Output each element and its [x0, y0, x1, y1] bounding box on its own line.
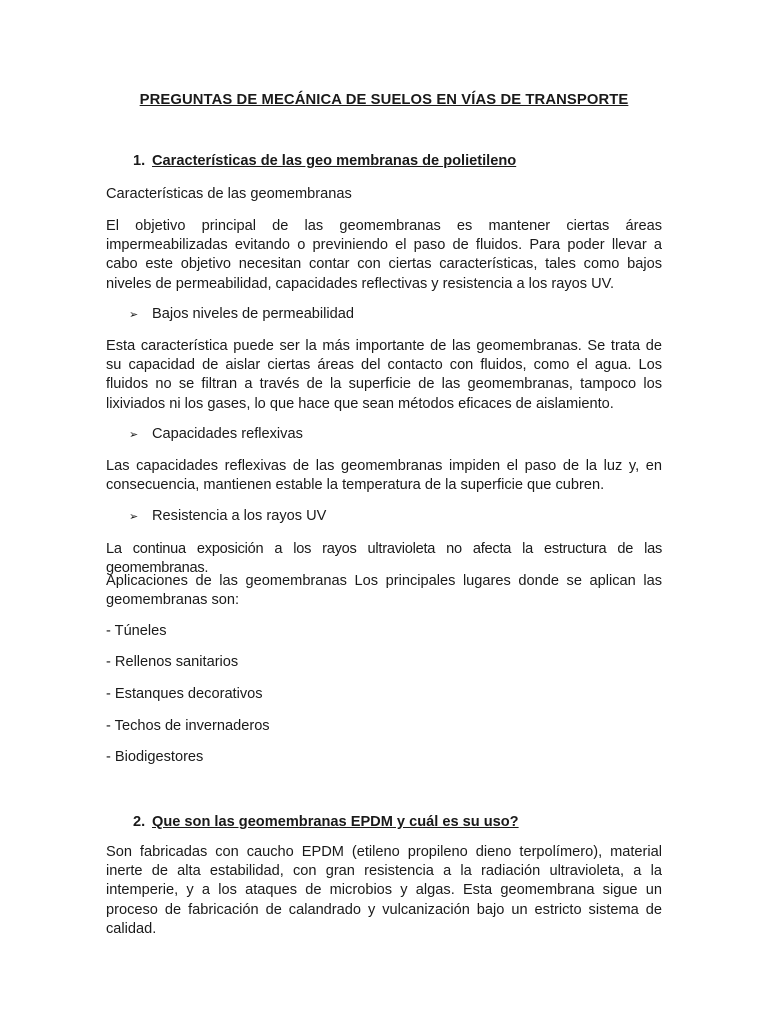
application-item: - Rellenos sanitarios — [106, 654, 239, 670]
applications-intro: Aplicaciones de las geomembranas Los principales lugares donde se aplican las geomembranas son: — [106, 573, 662, 609]
application-item: - Túneles — [106, 623, 167, 639]
reflective-paragraph: Las capacidades reflexivas de las geomembranas impiden el paso de la luz y, en consecuencia, mantienen estable la temperatura de la superficie que cubren. — [106, 458, 662, 494]
application-item: - Techos de invernaderos — [106, 718, 270, 734]
application-item: - Biodigestores — [106, 749, 204, 765]
bullet-uv — [129, 507, 326, 527]
section-1-subtitle: Características de las geomembranas — [106, 186, 352, 202]
arrow-bullet-icon: ➢ — [129, 429, 139, 441]
document-title: PREGUNTAS DE MECÁNICA DE SUELOS EN VÍAS DE TRANSPORTE — [139, 92, 629, 108]
section-2-paragraph: Son fabricadas con caucho EPDM (etileno propileno dieno terpolímero), material inerte de alta estabilidad, con gran resistencia a la radiación ultravioleta, a la intemperie, y a los ataques de microbios y algas. Esta geomembrana sigue un proceso de fabricación de calandrado y vulcanización bajo un estricto sistema de calidad. — [106, 844, 662, 937]
section-1-intro-paragraph: El objetivo principal de las geomembranas es mantener ciertas áreas impermeabilizadas evitando o previniendo el paso de fluidos. Para poder llevar a cabo este objetivo necesitan contar con ciertas características, tales como bajos niveles de permeabilidad, capacidades reflectivas y resistencia a los rayos UV. — [106, 218, 662, 292]
bullet-permeability — [129, 305, 354, 325]
bullet-reflective-text: Capacidades reflexivas — [152, 426, 303, 442]
section-1-heading-text: Características de las geo membranas de polietileno — [152, 153, 517, 169]
bullet-reflective — [129, 425, 303, 445]
bullet-permeability-text: Bajos niveles de permeabilidad — [152, 306, 355, 322]
section-2-number: 2. — [133, 814, 146, 830]
arrow-bullet-icon: ➢ — [129, 309, 139, 321]
section-2-heading-text: Que son las geomembranas EPDM y cuál es su uso? — [152, 814, 519, 830]
section-1-number: 1. — [133, 153, 146, 169]
uv-paragraph: La continua exposición a los rayos ultravioleta no afecta la estructura de las geomembranas. — [106, 541, 662, 577]
application-item: - Estanques decorativos — [106, 686, 263, 702]
arrow-bullet-icon: ➢ — [129, 511, 139, 523]
bullet-uv-text: Resistencia a los rayos UV — [152, 508, 327, 524]
section-1-heading — [133, 152, 516, 171]
permeability-paragraph: Esta característica puede ser la más importante de las geomembranas. Se trata de su capacidad de aislar ciertas áreas del contacto con fluidos, como el agua. Los fluidos no se filtran a través de la superficie de las geomembranas, tampoco los lixiviados ni los gases, lo que hace que sean métodos eficaces de aislamiento. — [106, 338, 662, 412]
section-2-heading — [133, 813, 519, 832]
